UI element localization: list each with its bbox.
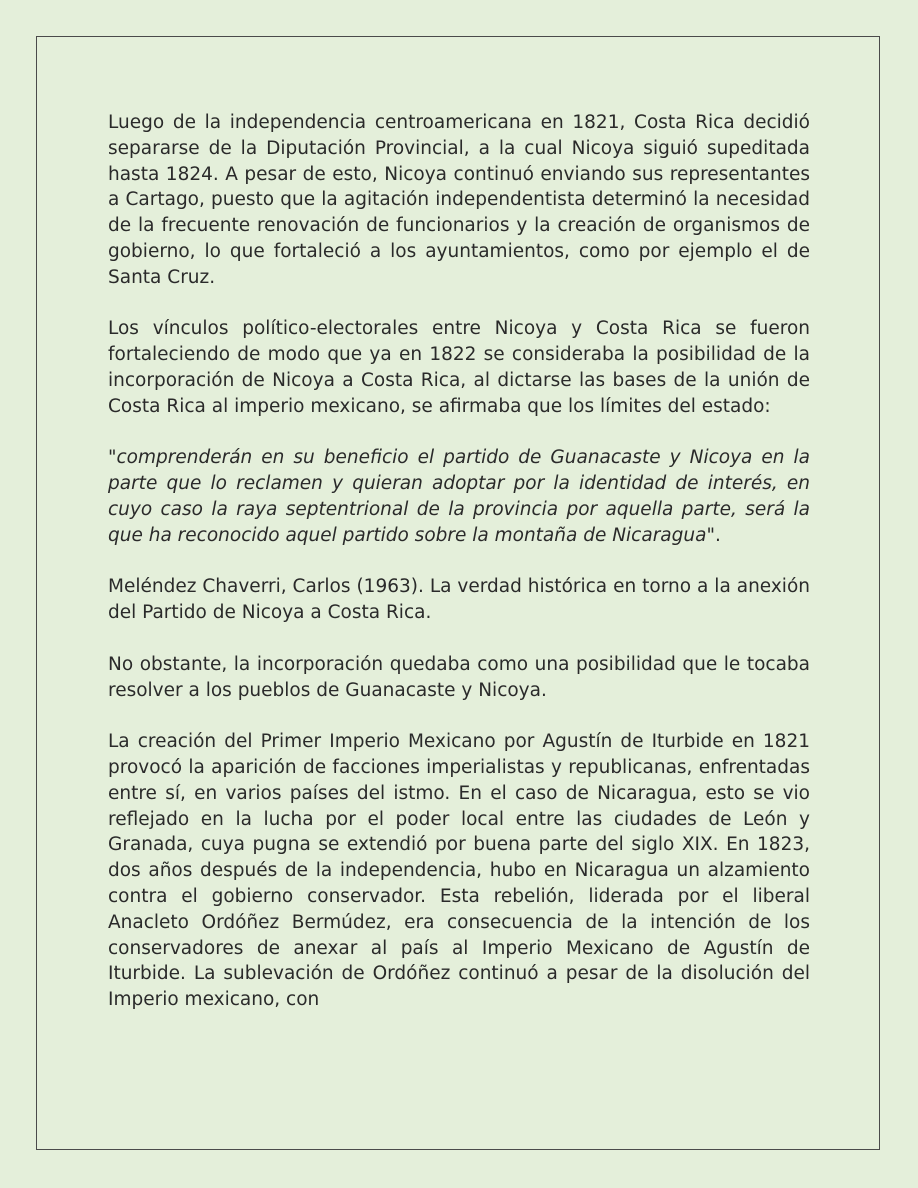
paragraph-incorporation: No obstante, la incorporación quedaba como una posibilidad que le tocaba resolver a los pueblos de Guanacaste y Nicoya. bbox=[108, 653, 810, 701]
paragraph-mexican-empire: La creación del Primer Imperio Mexicano por Agustín de Iturbide en 1821 provocó la aparición de facciones imperialistas y republicanas, enfrentadas entre sí, en varios países del istmo. En el caso de Nicaragua, esto se vio reflejado en la lucha por el poder local entre las ciudades de León y Granada, cuya pugna se extendió por buena parte del siglo XIX. En 1823, dos años después de la independencia, hubo en Nicaragua un alzamiento contra el gobierno conservador. Esta rebelión, liderada por el liberal Anacleto Ordóñez Bermúdez, era consecuencia de la intención de los conservadores de anexar al país al Imperio Mexicano de Agustín de Iturbide. La sublevación de Ordóñez continuó a pesar de la disolución del Imperio mexicano, con bbox=[108, 731, 810, 1011]
paragraph-independence: Luego de la independencia centroamericana en 1821, Costa Rica decidió separarse de la Diputación Provincial, a la cual Nicoya siguió supeditada hasta 1824. A pesar de esto, Nicoya continuó enviando sus representantes a Cartago, puesto que la agitación independentista determinó la necesidad de la frecuente renovación de funcionarios y la creación de organismos de gobierno, lo que fortaleció a los ayuntamientos, como por ejemplo el de Santa Cruz. bbox=[108, 112, 810, 288]
quote-open-mark: " bbox=[108, 447, 117, 469]
paragraph-electoral-ties: Los vínculos político-electorales entre Nicoya y Costa Rica se fueron fortaleciendo de modo que ya en 1822 se consideraba la posibilidad de la incorporación de Nicoya a Costa Rica, al dictarse las bases de la unión de Costa Rica al imperio mexicano, se afirmaba que los límites del estado: bbox=[108, 318, 810, 417]
block-quote bbox=[108, 445, 810, 548]
quote-close-mark: ". bbox=[706, 524, 721, 546]
citation: Meléndez Chaverri, Carlos (1963). La verdad histórica en torno a la anexión del Partido de Nicoya a Costa Rica. bbox=[108, 576, 810, 624]
document-body bbox=[108, 110, 810, 1013]
quote-text: comprenderán en su beneficio el partido de Guanacaste y Nicoya en la parte que lo reclamen y quieran adoptar por la identidad de interés, en cuyo caso la raya septentrional de la provincia por aquella parte, será la que ha reconocido aquel partido sobre la montaña de Nicaragua bbox=[108, 447, 810, 546]
